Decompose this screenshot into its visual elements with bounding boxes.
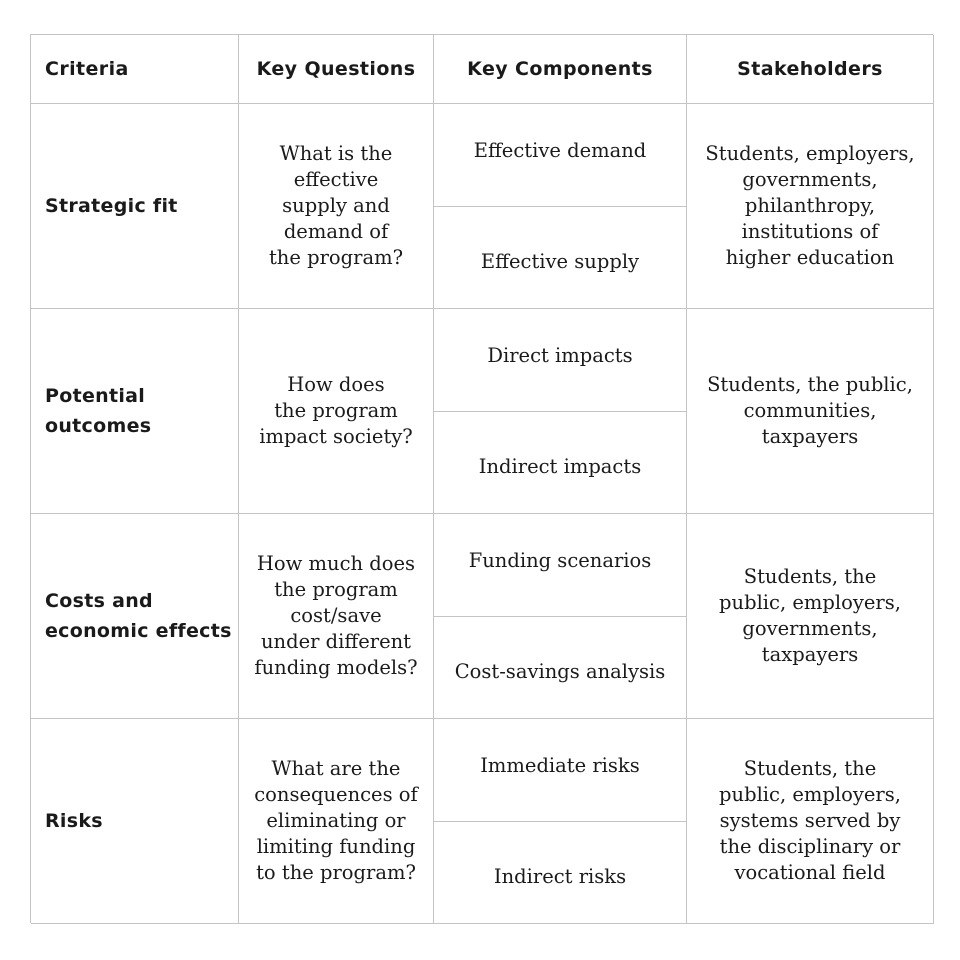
stakeholder-line: vocational field [734,861,886,884]
key-question-text [248,551,423,681]
question-line: under different [260,630,412,653]
header-key-components: Key Components [434,35,687,104]
question-line: demand of [283,220,389,243]
criteria-table [30,34,933,923]
criteria-cell [31,309,239,514]
header-stakeholders: Stakeholders [687,35,934,104]
stakeholder-line: Students, the [743,757,877,780]
stakeholder-line: communities, [743,399,877,422]
criteria-label [45,806,103,836]
stakeholder-line: governments, [742,617,878,640]
stakeholder-line: institutions of [741,220,879,243]
header-key-questions: Key Questions [239,35,434,104]
key-components-cell [434,719,687,924]
question-line: the program [274,399,398,422]
question-line: How does [287,373,385,396]
stakeholders-text [713,756,907,886]
question-line: supply and [282,194,390,217]
key-question-cell [239,719,434,924]
question-line: effective [293,168,379,191]
question-line: the program [274,578,398,601]
question-line: How much does [256,552,416,575]
component-item: Indirect risks [493,864,627,888]
stakeholder-line: governments, [742,168,878,191]
key-components-cell [434,309,687,514]
criteria-line: outcomes [45,415,152,437]
stakeholder-line: the disciplinary or [719,835,901,858]
criteria-label [45,586,232,646]
stakeholder-line: Students, employers, [705,142,915,165]
question-line: limiting funding [256,835,416,858]
key-components-cell [434,514,687,719]
stakeholder-line: public, employers, [719,783,901,806]
question-line: What are the [271,757,401,780]
stakeholders-cell [687,514,934,719]
criteria-line: Risks [45,810,103,832]
question-line: What is the [279,142,393,165]
criteria-line: Costs and [45,590,153,612]
component-item: Effective supply [480,249,640,273]
component-item: Indirect impacts [478,454,642,478]
key-question-cell [239,104,434,309]
stakeholder-line: systems served by [719,809,901,832]
component-item: Cost-savings analysis [454,659,666,683]
stakeholders-text [699,141,920,271]
component-item: Immediate risks [434,719,686,822]
stakeholder-line: higher education [725,246,895,269]
component-item: Funding scenarios [434,514,686,617]
stakeholder-line: Students, the public, [707,373,913,396]
stakeholder-line: Students, the [743,565,877,588]
stakeholder-line: philanthropy, [744,194,876,217]
question-line: to the program? [256,861,416,884]
question-line: the program? [268,246,404,269]
question-line: consequences of [254,783,418,806]
stakeholders-text [713,564,907,668]
criteria-label [45,191,178,221]
question-line: funding models? [254,656,418,679]
key-question-text [248,756,424,886]
key-question-cell [239,309,434,514]
stakeholders-cell [687,309,934,514]
stakeholders-cell [687,719,934,924]
criteria-cell [31,719,239,924]
question-line: impact society? [259,425,413,448]
criteria-cell [31,514,239,719]
criteria-cell [31,104,239,309]
key-components-cell [434,104,687,309]
stakeholder-line: taxpayers [761,643,859,666]
key-question-cell [239,514,434,719]
stakeholder-line: public, employers, [719,591,901,614]
header-criteria: Criteria [31,35,239,104]
question-line: eliminating or [266,809,406,832]
component-item: Effective demand [434,104,686,207]
question-line: cost/save [290,604,382,627]
key-question-text [253,372,419,450]
criteria-line: Potential [45,385,146,407]
stakeholder-line: taxpayers [761,425,859,448]
stakeholders-text [701,372,919,450]
key-question-text [263,141,409,271]
criteria-line: Strategic fit [45,195,178,217]
component-item: Direct impacts [434,309,686,412]
criteria-line: economic effects [45,620,232,642]
criteria-label [45,381,151,441]
stakeholders-cell [687,104,934,309]
